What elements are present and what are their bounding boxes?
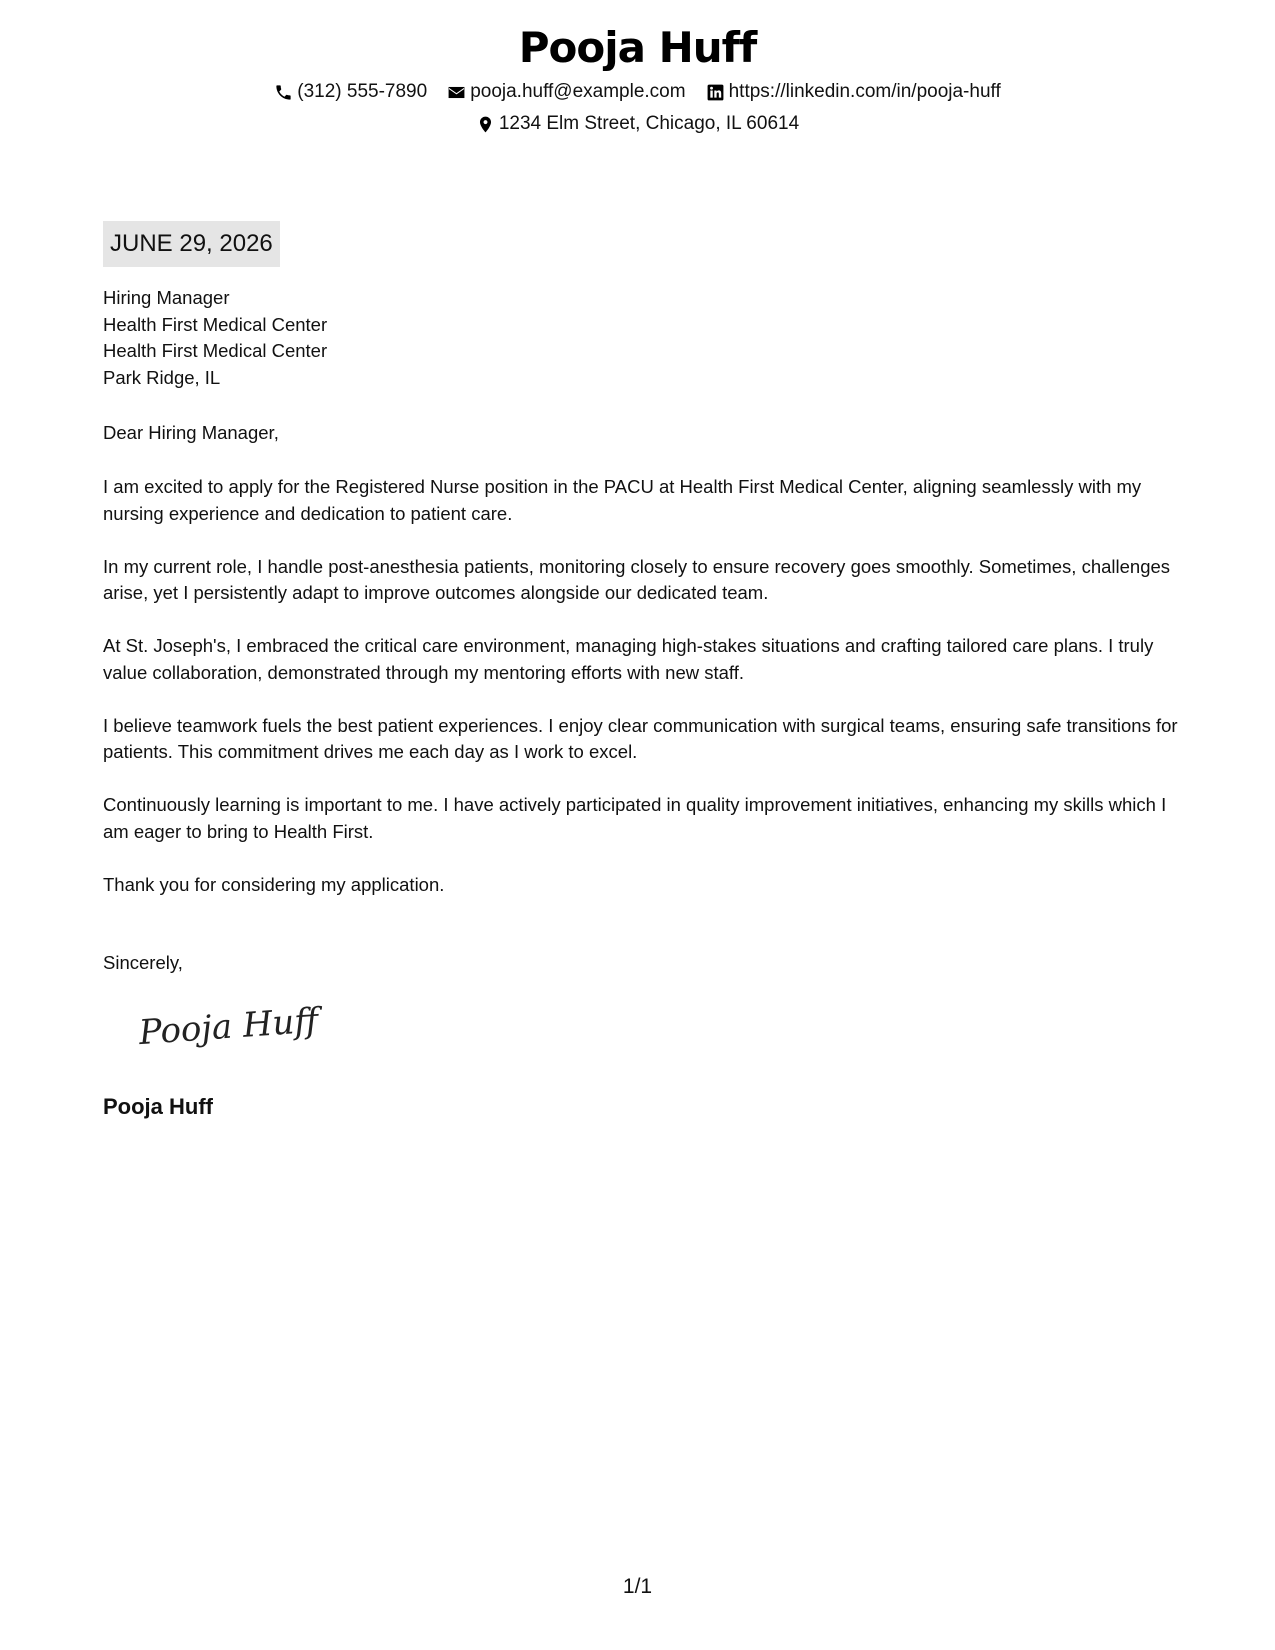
contact-row-primary: [0, 80, 1275, 104]
body-paragraph: I believe teamwork fuels the best patient experiences. I enjoy clear communication with surgical teams, ensuring safe transitions for patients. This commitment drives me each day as I work to excel.: [103, 714, 1178, 762]
linkedin-text: https://linkedin.com/in/pooja-huff: [728, 81, 1001, 102]
signer-name: Pooja Huff: [103, 1094, 213, 1119]
recipient-line: Health First Medical Center: [103, 313, 328, 335]
greeting: Dear Hiring Manager,: [103, 422, 279, 443]
recipient-line: Health First Medical Center: [103, 340, 328, 361]
letter-header: [0, 22, 1275, 136]
envelope-icon: [447, 83, 466, 102]
linkedin-icon: [706, 83, 725, 102]
page-indicator: 1/1: [622, 1575, 653, 1598]
body-paragraph: In my current role, I handle post-anesthesia patients, monitoring closely to ensure recovery goes smoothly. Sometimes, challenges arise, yet I persistently adapt to improve outcomes alongside our dedicated team.: [103, 555, 1171, 603]
applicant-name: Pooja Huff: [518, 23, 757, 72]
map-marker-icon: [476, 115, 495, 134]
body-paragraph: I am excited to apply for the Registered Nurse position in the PACU at Health First Medical Center, aligning seamlessly with my nursing experience and dedication to patient care.: [103, 476, 1142, 524]
phone-icon: [274, 83, 293, 102]
body-paragraph: Thank you for considering my application.: [103, 873, 445, 895]
address-text: 1234 Elm Street, Chicago, IL 60614: [498, 113, 800, 134]
letter-body: [103, 474, 1178, 925]
contact-phone: [274, 80, 427, 104]
recipient-line: Hiring Manager: [103, 287, 230, 308]
phone-text: (312) 555-7890: [297, 81, 428, 102]
letter-date: JUNE 29, 2026: [103, 221, 280, 267]
body-paragraph: Continuously learning is important to me. I have actively participated in quality improvement initiatives, enhancing my skills which I am eager to bring to Health First.: [103, 794, 1167, 842]
contact-email: [447, 80, 685, 104]
handwritten-signature: [137, 1000, 327, 1065]
body-paragraph: At St. Joseph's, I embraced the critical care environment, managing high-stakes situations and crafting tailored care plans. I truly value collaboration, demonstrated through my mentoring efforts with new staff.: [103, 635, 1154, 683]
email-text: pooja.huff@example.com: [470, 81, 686, 102]
contact-linkedin: [706, 80, 1001, 104]
signature-text: Pooja Huff: [137, 1000, 320, 1054]
recipient-block: [103, 285, 1178, 391]
recipient-line: Park Ridge, IL: [103, 366, 221, 388]
closing: Sincerely,: [103, 952, 183, 973]
contact-row-secondary: [0, 112, 1275, 136]
contact-address: [476, 112, 799, 136]
